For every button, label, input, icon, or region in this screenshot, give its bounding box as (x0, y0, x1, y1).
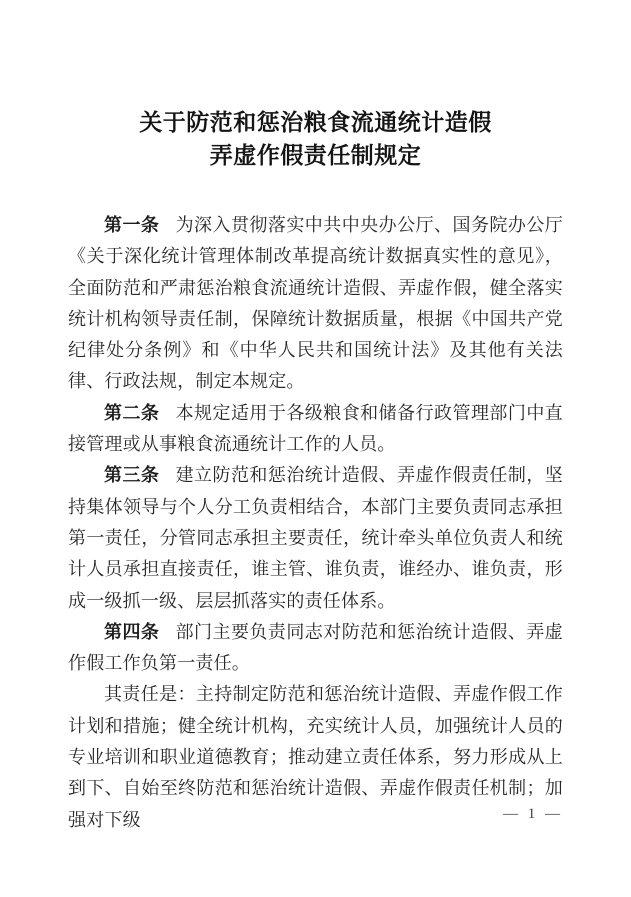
title-line-1: 关于防范和惩治粮食流通统计造假 (139, 110, 492, 135)
paragraph-article-4 (68, 617, 563, 680)
article-1-text: 为深入贯彻落实中共中央办公厅、国务院办公厅《关于深化统计管理体制改革提高统计数据真实性的意见》，全面防范和严肃惩治粮食流通统计造假、弄虚作假，健全落实统计机构领导责任制，保障统计数据质量，根据《中国共产党纪律处分条例》和《中华人民共和国统计法》及其他有关法律、行政法规，制定本规定。 (68, 215, 563, 392)
paragraph-5-text: 其责任是：主持制定防范和惩治统计造假、弄虚作假工作计划和措施；健全统计机构，充实统计人员，加强统计人员的专业培训和职业道德教育；推动建立责任体系，努力形成从上到下、自始至终防范和惩治统计造假、弄虚作假责任机制；加强对下级 (68, 684, 563, 830)
article-1-label: 第一条 (104, 215, 160, 235)
article-4-label: 第四条 (104, 621, 160, 642)
paragraph-responsibilities (68, 679, 563, 835)
document-body (68, 210, 563, 836)
article-3-label: 第三条 (104, 465, 160, 486)
article-2-label: 第二条 (104, 402, 160, 423)
paragraph-article-3 (68, 460, 563, 616)
paragraph-article-2 (68, 398, 563, 461)
page-number: — 1 — (503, 806, 563, 822)
article-3-text: 建立防范和惩治统计造假、弄虚作假责任制，坚持集体领导与个人分工负责相结合，本部门主要负责同志承担第一责任，分管同志承担主要责任，统计牵头单位负责人和统计人员承担直接责任，谁主管、谁负责，谁经办、谁负责，形成一级抓一级、层层抓落实的责任体系。 (68, 465, 563, 611)
article-2-text: 本规定适用于各级粮食和储备行政管理部门中直接管理或从事粮食流通统计工作的人员。 (68, 402, 563, 455)
title-line-2: 弄虚作假责任制规定 (209, 143, 422, 168)
paragraph-article-1 (68, 210, 563, 398)
document-title (68, 106, 563, 172)
document-content (68, 106, 563, 836)
article-4-text: 部门主要负责同志对防范和惩治统计造假、弄虚作假工作负第一责任。 (68, 621, 563, 674)
